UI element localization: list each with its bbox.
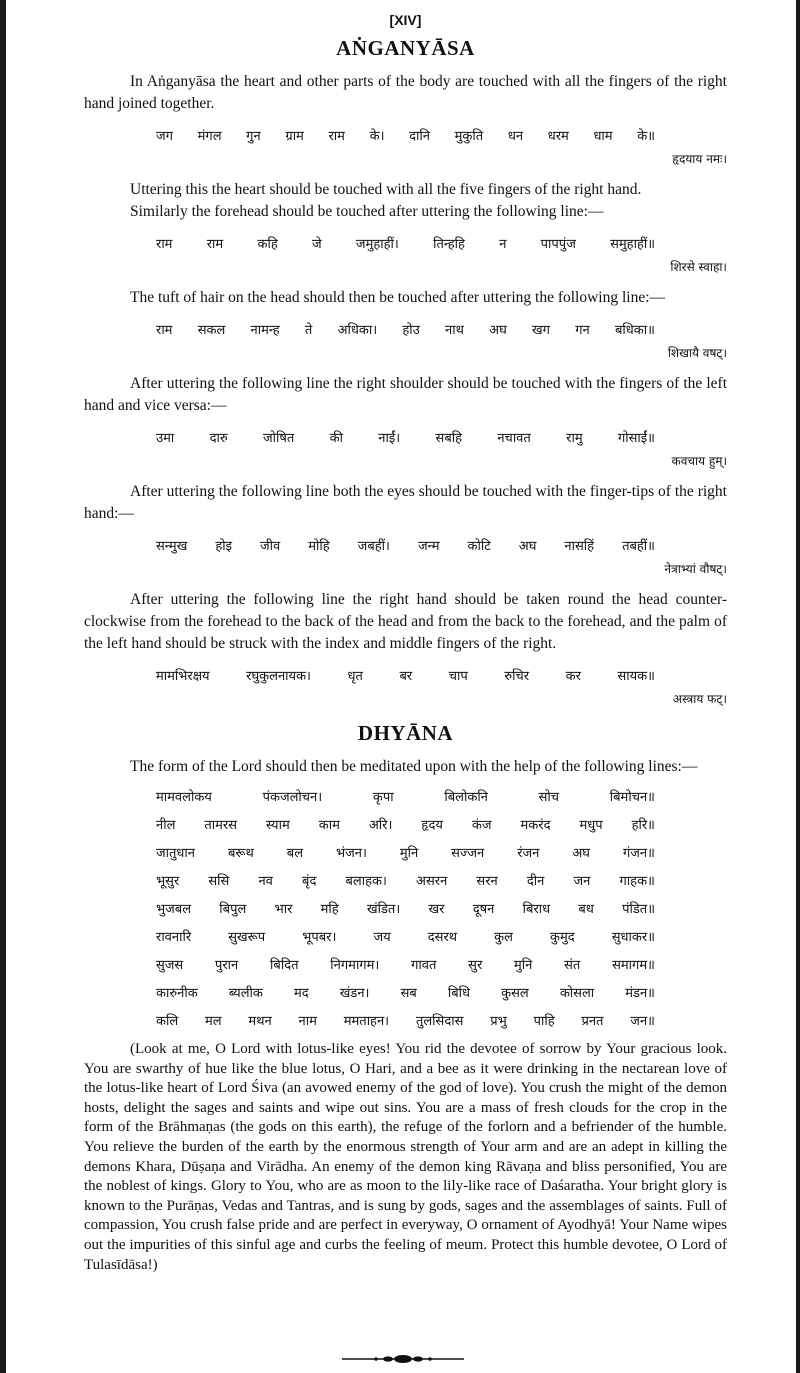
verse-word: मोहि [308,539,330,554]
end-ornament [342,1352,464,1366]
verse-word: अरि। [368,818,393,833]
verse-word: जय [373,930,391,945]
book-page [84,12,727,1275]
verse-word: दीन [526,874,545,889]
verse-word: भंजन। [335,846,367,861]
verse-word: मकरंद [520,818,551,833]
verse-word: खंडित। [366,902,401,917]
verse-word: बिदित [270,958,299,973]
verse-word: ग्राम [285,129,304,144]
verse-word: भूसुर [156,874,180,889]
verse-word: जन॥ [630,1014,655,1029]
verse-word: जन [573,874,591,889]
mantra-salutation: शिरसे स्वाहा। [670,260,727,274]
instruction-paragraph: Uttering this the heart should be touched with all the five fingers of the right hand. [130,181,642,198]
verse-word: नील [156,818,176,833]
verse-word: सुर [468,958,483,973]
verse-word: अधिका। [337,323,378,338]
mantra-salutation: कवचाय हुम्। [671,454,727,468]
verse-word: कुल [494,930,513,945]
verse-word: मधुप [579,818,603,833]
verse-word: के। [369,129,385,144]
instruction-paragraph: The tuft of hair on the head should then be touched after uttering the following line:— [130,289,666,306]
verse-word: बिराध [522,902,551,917]
instruction-paragraph: After uttering the following line the right shoulder should be touched with the fingers of the left hand and vice versa:— [84,375,727,414]
dhyana-verse-line [84,816,727,836]
verse-line [84,235,727,255]
verse-word: बल [286,846,304,861]
verse-word: धृत [347,669,363,684]
verse-word: तबहीं॥ [622,539,655,554]
verse-word: नामन्ह [250,323,280,338]
verse-word: जीव [260,539,281,554]
verse-word: के॥ [637,129,655,144]
verse-word: तामरस [204,818,238,833]
verse-word: रामु [566,431,583,446]
page-right-edge [796,0,800,1373]
section-title-anganyasa: AṄGANYĀSA [336,36,475,60]
mantra-salutation: अस्त्राय फट्। [672,692,727,706]
verse-word: हरि॥ [631,818,655,833]
verse-word: गोसाईं॥ [617,431,655,446]
verse-word: ससि [208,874,230,889]
verse-word: गाहक॥ [619,874,655,889]
verse-word: जमुहाहीं। [355,237,399,252]
verse-word: नाम [298,1014,317,1029]
verse-word: कहि [257,237,278,252]
verse-word: राम [156,323,173,338]
verse-word: नासहिं [564,539,595,554]
verse-word: महि [320,902,339,917]
verse-word: दारु [209,431,228,446]
verse-word: कुसल [501,986,529,1001]
verse-word: जोषित [262,431,295,446]
dhyana-verse-line [84,844,727,864]
verse-word: बिधि [447,986,471,1001]
verse-word: रावनारि [156,930,192,945]
verse-word: जातुधान [156,846,196,861]
verse-word: राम [206,237,224,252]
verse-line [84,537,727,557]
verse-word: नाईं। [378,431,401,446]
verse-word: ब्यलीक [228,986,263,1001]
verse-word: कारुनीक [156,986,198,1001]
verse-word: अघ [518,539,537,554]
verse-word: बरूथ [227,846,254,861]
mantra-salutation: हृदयाय नमः। [672,152,727,166]
verse-word: खंडन। [339,986,370,1001]
dhyana-verse-line [84,872,727,892]
dhyana-verse-line [84,928,727,948]
verse-word: सुधाकर॥ [611,930,655,945]
verse-word: पापपुंज [540,237,576,252]
verse-word: गुन [246,129,261,144]
anganyasa-intro: In Aṅganyāsa the heart and other parts of the body are touched with all the fingers of the right hand joined together. [84,73,727,112]
verse-word: कोटि [467,539,491,554]
anganyasa-steps [84,127,727,707]
verse-word: सरन [476,874,498,889]
verse-word: मुनि [399,846,419,861]
verse-word: जे [312,237,322,252]
verse-word: स्याम [266,818,290,833]
verse-word: हृदय [421,818,443,833]
verse-word: सायक॥ [617,669,655,684]
verse-word: सुजस [156,958,184,973]
verse-word: सकल [197,323,226,338]
verse-word: होइ [215,539,232,554]
verse-line [84,321,727,341]
dhyana-verse-line [84,956,727,976]
verse-word: बर [399,669,413,684]
verse-word: गन [575,323,590,338]
dhyana-translation: (Look at me, O Lord with lotus-like eyes! You rid the devotee of sorrow by Your gracious look. You are swarthy of hue like the blue lotus, O Hari, and a bee as it were drinking in the nectarean love of the lotus-like heart of Lord Śiva (an avowed enemy of the god of love). You crush the might of the demon hosts, delight the sages and saints and wipe out sins. You are a mass of fresh clouds for the crop in the form of the Brāhmaṇas (the gods on this earth), the refuge of the forlorn and a befriender of the humble. You relieve the burden of the earth by the enormous strength of Your arm and are an adept in killing the demons Khara, Dūṣaṇa and Virādha. An enemy of the demon king Rāvaṇa and bliss personified, You are the noblest of kings. Glory to You, who are as moon to the lily-like race of Daśaratha. Your bright glory is known to the Purāṇas, Vedas and Tantras, and is sung by gods, sages and the assemblages of saints. Full of compassion, You crush false pride and are perfect in everyway, O ornament of Ayodhyā! Your Name wipes out the impurities of this sinful age and curbs the feeling of meum. Protect this humble devotee, O Lord of Tulasīdāsa!) [84,1041,727,1273]
verse-word: बृंद [302,874,317,889]
verse-word: दसरथ [427,930,458,945]
verse-word: सन्मुख [156,539,188,554]
verse-word: पंडित॥ [622,902,655,917]
verse-word: असरन [416,874,448,889]
verse-word: जबहीं। [357,539,390,554]
verse-word: उमा [156,431,175,446]
verse-word: खग [532,323,550,338]
verse-word: मद [293,986,309,1001]
instruction-paragraph: After uttering the following line both the eyes should be touched with the finger-tips of the right hand:— [84,483,727,522]
verse-word: सुखरूप [228,930,266,945]
verse-word: कुमुद [550,930,575,945]
verse-word: गावत [411,958,437,973]
verse-word: दानि [409,129,431,144]
verse-line [84,667,727,687]
verse-word: मंडन॥ [625,986,655,1001]
verse-word: सज्जन [451,846,485,861]
dhyana-verse-line [84,788,727,808]
verse-line [84,429,727,449]
verse-word: संत [564,958,581,973]
verse-word: कलि [156,1014,179,1029]
verse-word: चाप [448,669,468,684]
verse-word: बधिका॥ [614,323,655,338]
verse-word: बलाहक। [345,874,387,889]
verse-word: समुहाहीं॥ [610,237,655,252]
verse-word: नव [258,874,273,889]
verse-word: तिन्हहि [433,237,465,252]
verse-word: मुनि [514,958,533,973]
dhyana-verse-line [84,984,727,1004]
verse-word: जग [156,129,173,144]
verse-word: मल [205,1014,222,1029]
verse-word: अघ [489,323,507,338]
verse-word: नाथ [445,323,464,338]
verse-word: निगमागम। [330,958,380,973]
verse-word: बिमोचन॥ [609,790,655,805]
verse-word: रुचिर [504,669,530,684]
verse-word: मामभिरक्षय [156,669,210,684]
verse-word: धरम [547,129,569,144]
verse-word: खर [428,902,445,917]
verse-word: प्रनत [581,1014,604,1029]
verse-word: कोसला [559,986,595,1001]
dhyana-verses [84,788,727,1032]
mantra-salutation: शिखायै वषट्। [667,346,727,360]
verse-word: सोच [538,790,560,805]
verse-word: न [499,237,507,252]
verse-word: धन [507,129,524,144]
verse-word: गंजन॥ [622,846,655,861]
page-number: [XIV] [389,12,422,28]
verse-word: ते [304,323,313,338]
verse-word: पंकजलोचन। [262,790,323,805]
verse-word: कृपा [372,790,394,805]
verse-word: नचावत [497,431,531,446]
instruction-paragraph: After uttering the following line the right hand should be taken round the head counter-clockwise from the forehead to the back of the head and from the back to the forehead, and the palm of the left hand should be struck with the index and middle fingers of the right. [84,591,727,652]
verse-word: सब [400,986,417,1001]
verse-word: भार [274,902,293,917]
verse-word: मामवलोकय [156,790,212,805]
dhyana-intro: The form of the Lord should then be meditated upon with the help of the following lines:— [130,758,698,775]
instruction-paragraph: Similarly the forehead should be touched after uttering the following line:— [130,203,604,220]
verse-word: प्रभु [490,1014,507,1029]
dhyana-verse-line [84,1012,727,1032]
verse-word: राम [156,237,173,252]
verse-word: दूषन [472,902,495,917]
mantra-salutation: नेत्राभ्यां वौषट्। [664,562,727,576]
verse-word: कंज [471,818,492,833]
verse-word: भूपबर। [302,930,337,945]
verse-word: रघुकुलनायक। [246,669,311,684]
verse-word: मुकुति [454,129,484,144]
verse-word: बिलोकनि [444,790,488,805]
verse-word: पाहि [533,1014,555,1029]
verse-word: राम [328,129,345,144]
verse-word: अघ [572,846,590,861]
verse-word: सबहि [435,431,463,446]
verse-word: होउ [402,323,420,338]
verse-line [84,127,727,147]
verse-word: बध [578,902,594,917]
verse-word: मंगल [197,129,222,144]
verse-word: कर [565,669,581,684]
verse-word: काम [318,818,340,833]
verse-word: ममताहन। [343,1014,390,1029]
verse-word: समागम॥ [612,958,655,973]
verse-word: की [329,431,343,446]
page-left-edge [0,0,6,1373]
verse-word: जन्म [417,539,440,554]
dhyana-verse-line [84,900,727,920]
verse-word: बिपुल [219,902,247,917]
verse-word: धाम [593,129,613,144]
section-title-dhyana: DHYĀNA [357,721,454,745]
verse-word: भुजबल [156,902,192,917]
verse-word: मथन [248,1014,272,1029]
verse-word: तुलसिदास [415,1014,464,1029]
verse-word: पुरान [214,958,239,973]
verse-word: रंजन [517,846,540,861]
